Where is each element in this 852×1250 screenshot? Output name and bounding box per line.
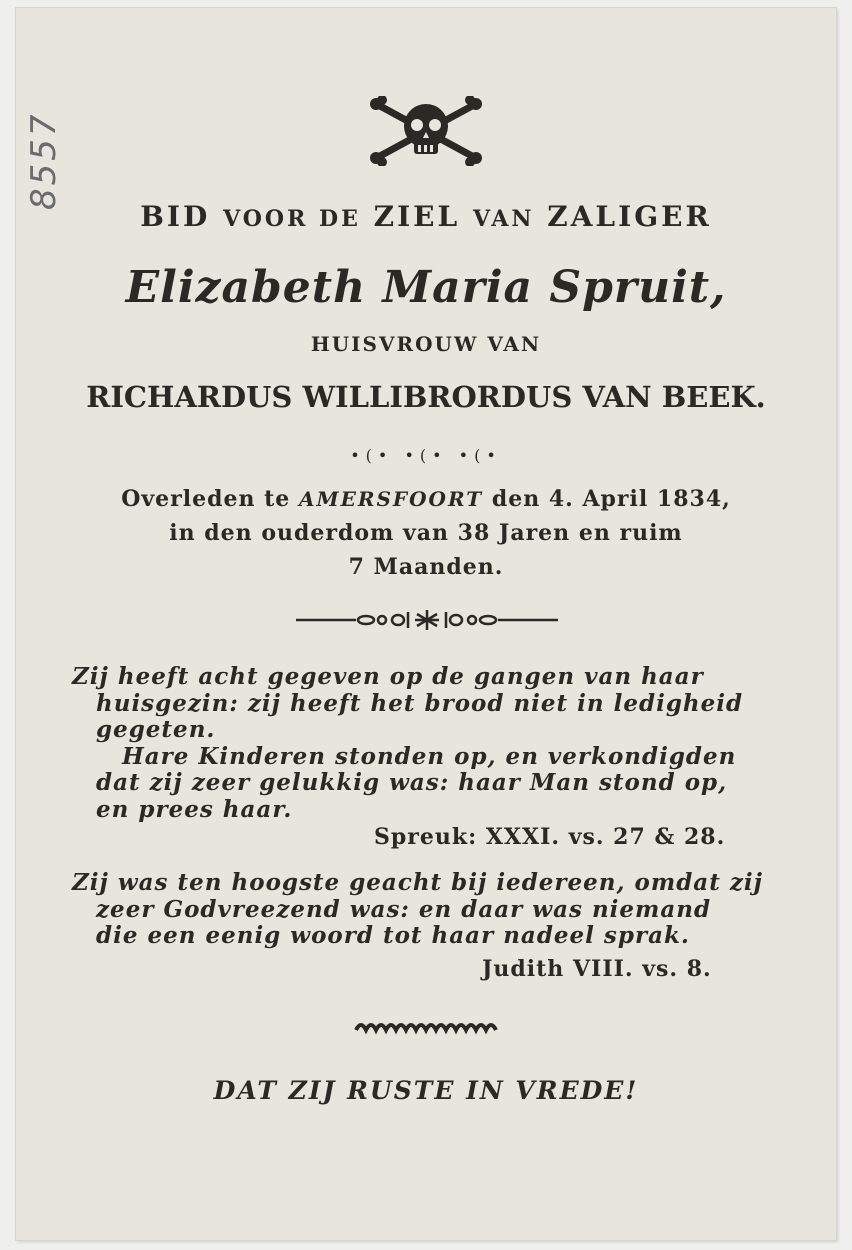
wife-of-label: HUISVROUW VAN bbox=[310, 332, 542, 356]
quote-judith-reference: Judith VIII. vs. 8. bbox=[482, 956, 712, 982]
quote-proverbs-reference: Spreuk: XXXI. vs. 27 & 28. bbox=[374, 824, 726, 850]
death-place: AMERSFOORT bbox=[298, 487, 484, 511]
wave-ornament bbox=[354, 1016, 504, 1036]
inventory-number: 8557 bbox=[24, 111, 64, 210]
death-line-3: 7 Maanden. bbox=[348, 554, 504, 580]
ornament-dots: •(• •(• •(• bbox=[350, 446, 502, 465]
death-line-1: Overleden te AMERSFOORT den 4. April 1834, bbox=[121, 486, 731, 512]
skull-crossbones-icon bbox=[368, 96, 484, 166]
deceased-name: Elizabeth Maria Spruit, bbox=[125, 262, 727, 313]
prayer-heading: BID VOOR DE ZIEL VAN ZALIGER bbox=[140, 200, 712, 233]
death-line-2: in den ouderdom van 38 Jaren en ruim bbox=[169, 520, 683, 546]
husband-name: RICHARDUS WILLIBRORDUS VAN BEEK. bbox=[86, 380, 766, 414]
ornamental-divider bbox=[296, 608, 558, 632]
closing-blessing: DAT ZIJ RUSTE IN VREDE! bbox=[213, 1076, 639, 1105]
quote-proverbs: Zij heeft acht gegeven op de gangen van haar huisgezin: zij heeft het brood niet in ledigheid gegeten. Hare Kinderen stonden op, en verkondigden dat zij zeer gelukkig was: haar Man stond op, en prees haar. bbox=[72, 663, 744, 823]
quote-judith: Zij was ten hoogste geacht bij iedereen, omdat zij zeer Godvreezend was: en daar was niemand die een eenig woord tot haar nadeel sprak. bbox=[72, 869, 763, 949]
